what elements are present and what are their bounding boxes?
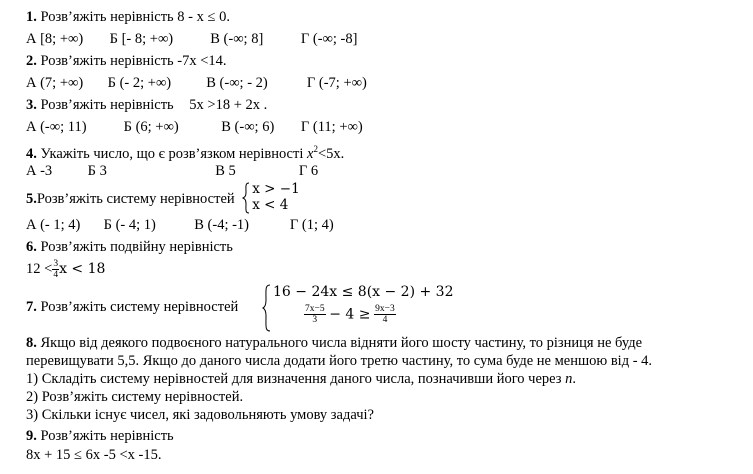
task-1-statement xyxy=(26,8,230,26)
task-4-option-b: Б 3 xyxy=(87,163,107,179)
task-2-prompt: Розв’яжіть нерівність xyxy=(40,53,174,69)
task-7-fraction-1-numerator: 7x−5 xyxy=(305,304,325,314)
task-2-number: 2. xyxy=(26,53,37,69)
task-8-line-2: перевищувати 5,5. Якщо до даного числа додати його третю частину, то сума буде не меншою від - 4. xyxy=(26,353,653,369)
task-8-subtask-1-variable: n xyxy=(565,371,573,387)
task-1-prompt: Розв’яжіть нерівність xyxy=(40,9,174,25)
task-6-prompt: Розв’яжіть подвійну нерівність xyxy=(40,239,233,255)
task-1-options xyxy=(26,30,357,48)
task-4-expr-base: x xyxy=(307,145,314,162)
task-5-option-h: Г (1; 4) xyxy=(289,217,334,233)
task-1-number: 1. xyxy=(26,9,37,25)
task-5-option-b: Б (- 4; 1) xyxy=(103,217,156,233)
task-6-expression xyxy=(26,258,105,280)
task-9-statement xyxy=(26,427,174,445)
task-4-number: 4. xyxy=(26,145,37,162)
task-5-option-a: А (- 1; 4) xyxy=(26,217,81,233)
task-4-options xyxy=(26,162,318,180)
task-3-prompt: Розв’яжіть нерівність xyxy=(40,97,174,113)
task-8-text-1: Якщо від деякого подвоєного натурального числа відняти його шосту частину, то різниця не буде xyxy=(40,335,643,351)
task-2-expression: -7x <14. xyxy=(177,53,227,69)
task-4-statement xyxy=(26,140,344,163)
task-8-number: 8. xyxy=(26,335,37,351)
task-2-option-h: Г (-7; +∞) xyxy=(306,75,367,91)
task-5-brace-icon xyxy=(242,182,250,214)
task-5-option-v: В (-4; -1) xyxy=(194,217,250,233)
task-1-option-h: Г (-∞; -8] xyxy=(300,31,358,47)
task-7-fraction-1-denominator: 3 xyxy=(312,315,318,325)
task-6-left: 12 < xyxy=(26,261,53,277)
task-3-statement xyxy=(26,96,267,114)
task-6-fraction-numerator: 3 xyxy=(53,259,59,270)
task-9-prompt: Розв’яжіть нерівність xyxy=(40,428,174,444)
task-6-statement xyxy=(26,238,233,256)
task-6-fraction-denominator: 4 xyxy=(53,270,59,281)
task-4-expr-exponent: 2 xyxy=(313,144,318,154)
task-5-prompt: Розв’яжіть систему нерівностей xyxy=(36,191,235,207)
task-5-statement xyxy=(26,181,306,214)
task-4-expr-rest: <5x. xyxy=(317,145,345,162)
task-4-prompt: Укажіть число, що є розв’язком нерівності xyxy=(40,145,304,162)
task-4-option-h: Г 6 xyxy=(298,163,319,179)
task-1-option-b: Б [- 8; +∞) xyxy=(109,31,174,47)
task-1-expression: 8 - x ≤ 0. xyxy=(177,9,230,25)
task-2-option-v: В (-∞; - 2) xyxy=(206,75,268,91)
task-9-number: 9. xyxy=(26,428,37,444)
task-5-number: 5. xyxy=(26,191,37,207)
task-7-statement xyxy=(26,298,238,316)
task-3-expression: 5x >18 + 2x . xyxy=(189,97,268,113)
task-5-line-1: x > −1 xyxy=(252,181,300,197)
task-8-subtask-1-end: . xyxy=(572,371,576,387)
task-4-option-v: В 5 xyxy=(215,163,236,179)
task-5-system xyxy=(242,182,306,214)
task-7-brace-icon xyxy=(262,284,271,332)
task-7-fraction-2-denominator: 4 xyxy=(382,315,388,325)
task-3-option-h: Г (11; +∞) xyxy=(300,119,363,135)
task-3-options xyxy=(26,118,363,136)
task-7-number: 7. xyxy=(26,299,37,315)
task-3-option-a: А (-∞; 11) xyxy=(26,119,87,135)
task-2-options xyxy=(26,74,367,92)
task-3-option-v: В (-∞; 6) xyxy=(221,119,275,135)
task-6-right: x < 18 xyxy=(59,261,106,277)
task-7-line-2 xyxy=(304,304,396,325)
task-8-subtask-1-text: 1) Складіть систему нерівностей для визначення даного числа, позначивши його через xyxy=(26,371,562,387)
task-9-expression: 8x + 15 ≤ 6x -5 <x -15. xyxy=(26,447,162,463)
task-7-prompt: Розв’яжіть систему нерівностей xyxy=(40,299,239,315)
task-3-number: 3. xyxy=(26,97,37,113)
task-8-subtask-2: 2) Розв’яжіть систему нерівностей. xyxy=(26,389,244,405)
task-7-middle: − 4 ≥ xyxy=(329,306,371,323)
task-2-statement xyxy=(26,52,227,70)
task-3-option-b: Б (6; +∞) xyxy=(123,119,179,135)
task-1-option-v: В (-∞; 8] xyxy=(210,31,264,47)
task-1-option-a: А [8; +∞) xyxy=(26,31,84,47)
task-2-option-b: Б (- 2; +∞) xyxy=(107,75,172,91)
task-7-line-1: 16 − 24x ≤ 8(x − 2) + 32 xyxy=(273,284,454,300)
task-7-fraction-2-numerator: 9x−3 xyxy=(375,304,395,314)
task-8-subtask-1 xyxy=(26,370,576,388)
task-8-subtask-3: 3) Скільки існує чисел, які задовольняють умову задачі? xyxy=(26,407,374,423)
task-4-option-a: А -3 xyxy=(26,163,53,179)
task-7-fraction-1 xyxy=(304,304,326,325)
task-5-line-2: x < 4 xyxy=(252,197,289,213)
task-5-options xyxy=(26,216,334,234)
task-7-fraction-2 xyxy=(374,304,396,325)
task-6-number: 6. xyxy=(26,239,37,255)
task-2-option-a: А (7; +∞) xyxy=(26,75,84,91)
task-7-system xyxy=(262,284,472,332)
task-8-line-1 xyxy=(26,334,642,352)
